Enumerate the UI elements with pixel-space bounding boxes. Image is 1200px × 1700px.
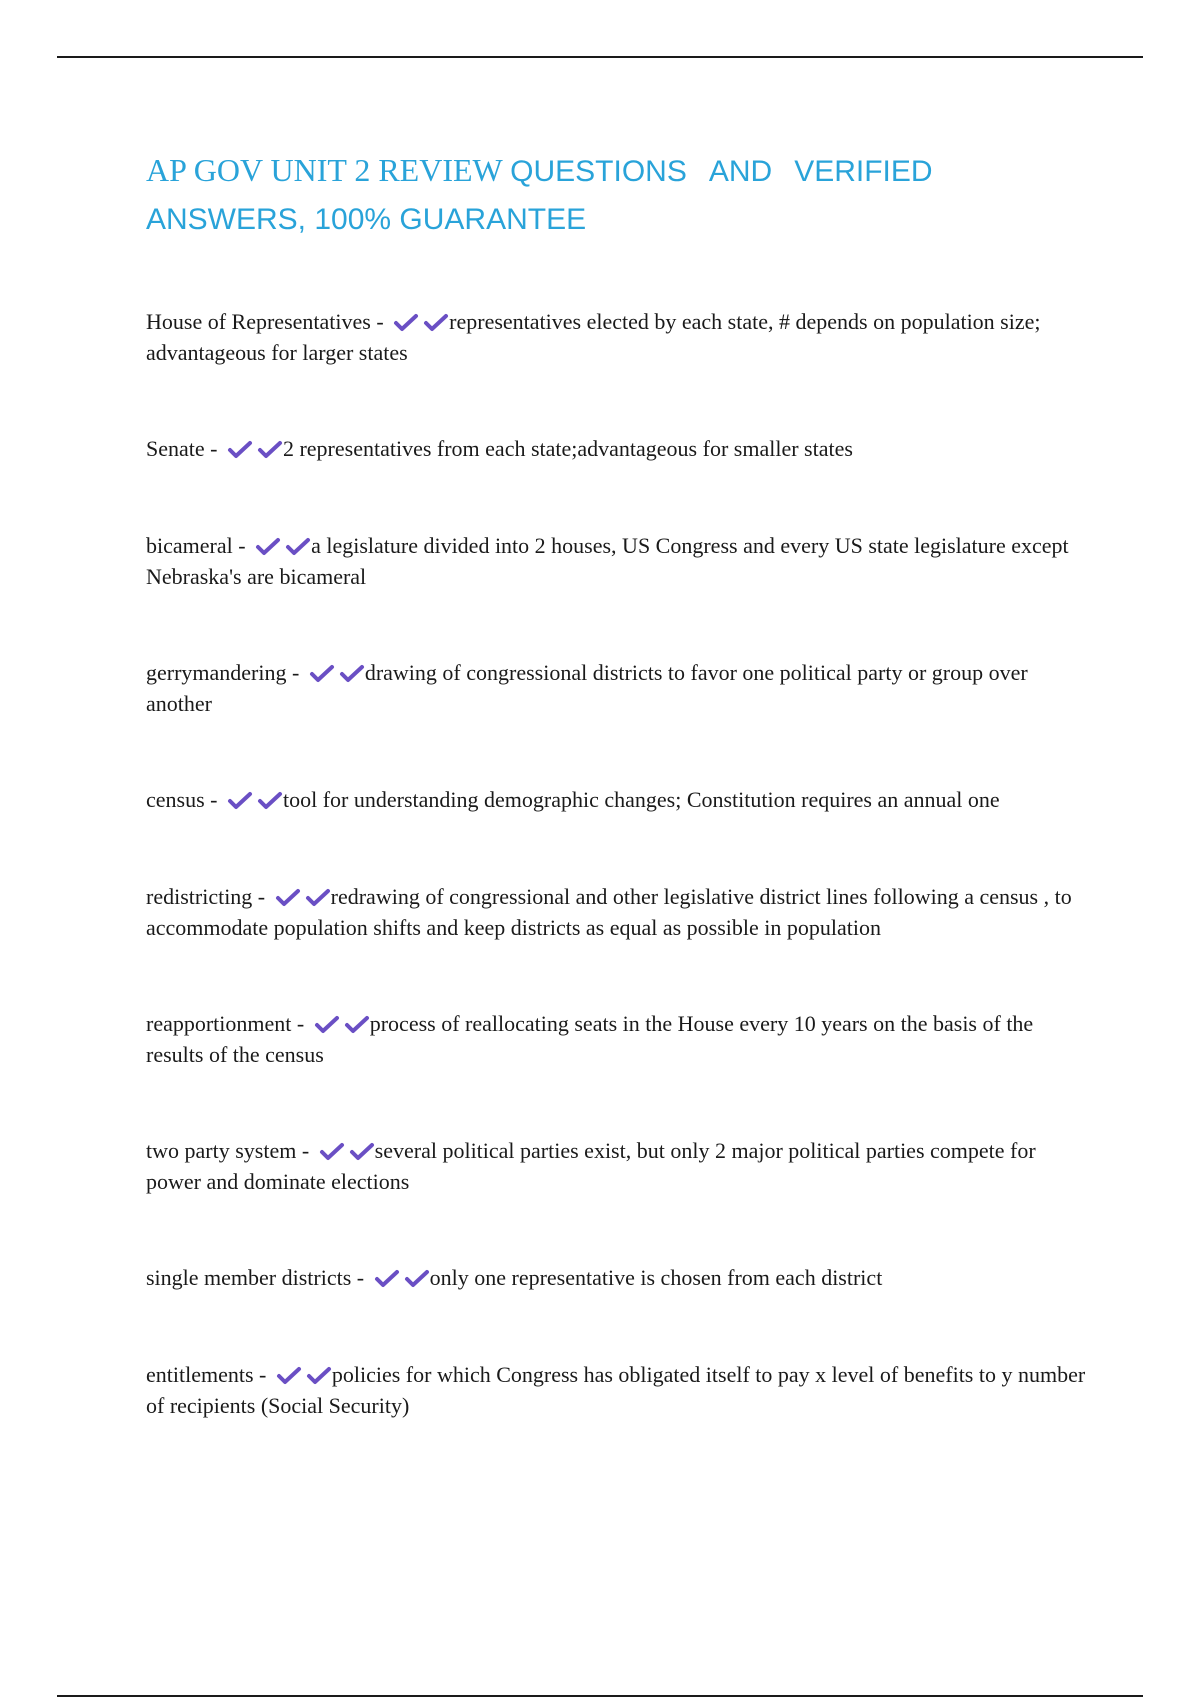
entry-gerrymandering: [146, 657, 1096, 719]
document-title: [146, 147, 1086, 243]
check-mark-icon: [374, 1268, 400, 1288]
entry-term: Senate -: [146, 436, 218, 461]
check-mark-icon: [393, 312, 419, 332]
entry-house-of-representatives: [146, 306, 1096, 368]
check-mark-icon: [339, 663, 365, 683]
check-mark-icon: [404, 1268, 430, 1288]
entry-definition: only one representative is chosen from each district: [429, 1265, 883, 1290]
check-mark-icon: [305, 887, 331, 907]
entry-definition: policies for which Congress has obligated itself to pay x level of benefits to y number of recipients (Social Security): [146, 1362, 1086, 1418]
entry-bicameral: [146, 530, 1096, 592]
entry-term: entitlements -: [146, 1362, 267, 1387]
entry-census: [146, 784, 1096, 815]
entry-definition: several political parties exist, but only 2 major political parties compete for power and dominate elections: [146, 1138, 1036, 1194]
check-mark-icon: [285, 536, 311, 556]
entry-term: House of Representatives -: [146, 309, 384, 334]
check-mark-icon: [227, 439, 253, 459]
entry-definition: 2 representatives from each state;advantageous for smaller states: [282, 436, 853, 461]
check-mark-icon: [255, 536, 281, 556]
entry-senate: [146, 433, 1096, 464]
check-mark-icon: [344, 1014, 370, 1034]
entry-single-member-districts: [146, 1262, 1096, 1293]
entry-definition: a legislature divided into 2 houses, US Congress and every US state legislature except Nebraska's are bicameral: [146, 533, 1069, 589]
check-mark-icon: [423, 312, 449, 332]
entry-term: census -: [146, 787, 218, 812]
entry-term: reapportionment -: [146, 1011, 305, 1036]
entry-redistricting: [146, 881, 1096, 943]
check-mark-icon: [227, 790, 253, 810]
entry-definition: representatives elected by each state, # depends on population size; advantageous for larger states: [146, 309, 1041, 365]
check-mark-icon: [349, 1141, 375, 1161]
entry-term: redistricting -: [146, 884, 266, 909]
entry-definition: process of reallocating seats in the House every 10 years on the basis of the results of the census: [146, 1011, 1034, 1067]
entry-two-party-system: [146, 1135, 1096, 1197]
entry-term: gerrymandering -: [146, 660, 300, 685]
title-part-3: AND: [708, 155, 773, 188]
entry-term: single member districts -: [146, 1265, 365, 1290]
check-mark-icon: [306, 1365, 332, 1385]
check-mark-icon: [257, 439, 283, 459]
bottom-rule: [57, 1695, 1143, 1697]
check-mark-icon: [319, 1141, 345, 1161]
top-rule: [57, 56, 1143, 58]
title-part-5: ANSWERS, 100% GUARANTEE: [146, 203, 587, 236]
check-mark-icon: [257, 790, 283, 810]
entry-definition: redrawing of congressional and other legislative district lines following a census , to accommodate population shifts and keep districts as equal as possible in population: [146, 884, 1072, 940]
title-part-2: QUESTIONS: [510, 155, 687, 188]
check-mark-icon: [309, 663, 335, 683]
entry-entitlements: [146, 1359, 1096, 1421]
title-part-1: AP GOV UNIT 2 REVIEW: [146, 152, 503, 188]
entry-term: bicameral -: [146, 533, 246, 558]
entry-definition: tool for understanding demographic changes; Constitution requires an annual one: [282, 787, 1000, 812]
entry-definition: drawing of congressional districts to favor one political party or group over another: [146, 660, 1028, 716]
check-mark-icon: [276, 1365, 302, 1385]
check-mark-icon: [314, 1014, 340, 1034]
check-mark-icon: [275, 887, 301, 907]
title-part-4: VERIFIED: [794, 155, 933, 188]
entry-term: two party system -: [146, 1138, 310, 1163]
entry-reapportionment: [146, 1008, 1096, 1070]
